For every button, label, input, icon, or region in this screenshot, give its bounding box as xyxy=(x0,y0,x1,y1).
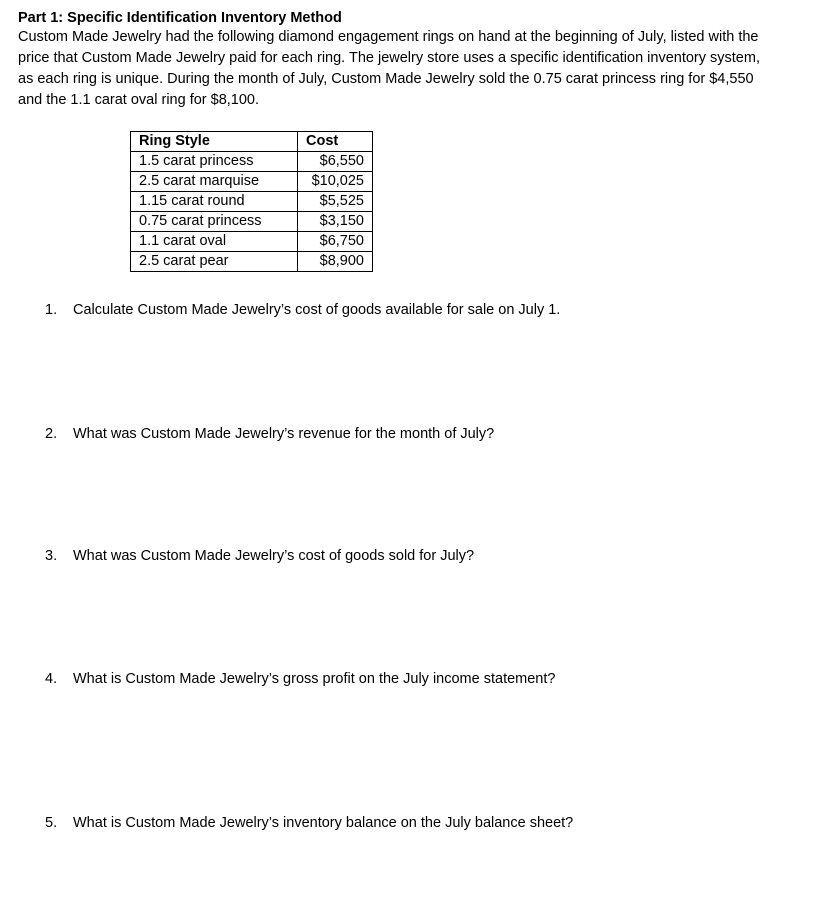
ring-style-cell: 2.5 carat pear xyxy=(131,252,298,272)
table-header-row xyxy=(131,132,373,152)
ring-style-cell: 2.5 carat marquise xyxy=(131,172,298,192)
cost-cell: $3,150 xyxy=(298,212,373,232)
intro-paragraph xyxy=(18,27,818,111)
question-text: Calculate Custom Made Jewelry’s cost of goods available for sale on July 1. xyxy=(73,302,561,318)
ring-cost-table xyxy=(130,131,373,272)
question-number: 4. xyxy=(45,671,58,687)
section-heading: Part 1: Specific Identification Inventory Method xyxy=(18,10,342,26)
question-number: 1. xyxy=(45,302,58,318)
question-5 xyxy=(45,813,573,833)
intro-line: Custom Made Jewelry had the following diamond engagement rings on hand at the beginning of July, listed with the xyxy=(18,29,759,45)
table-row xyxy=(131,232,373,252)
question-text: What was Custom Made Jewelry’s cost of goods sold for July? xyxy=(73,548,475,564)
ring-style-cell: 0.75 carat princess xyxy=(131,212,298,232)
intro-line: price that Custom Made Jewelry paid for each ring. The jewelry store uses a specific identification inventory system, xyxy=(18,50,760,66)
table-row xyxy=(131,152,373,172)
table-row xyxy=(131,192,373,212)
question-3 xyxy=(45,546,474,566)
cost-cell: $10,025 xyxy=(298,172,373,192)
question-4 xyxy=(45,669,555,689)
question-text: What is Custom Made Jewelry’s inventory balance on the July balance sheet? xyxy=(73,815,574,831)
ring-style-cell: 1.5 carat princess xyxy=(131,152,298,172)
question-number: 2. xyxy=(45,426,58,442)
cost-cell: $6,550 xyxy=(298,152,373,172)
cost-cell: $6,750 xyxy=(298,232,373,252)
table-row xyxy=(131,212,373,232)
question-number: 5. xyxy=(45,815,58,831)
question-text: What is Custom Made Jewelry’s gross profit on the July income statement? xyxy=(73,671,556,687)
header-ring-style: Ring Style xyxy=(131,132,298,152)
table-row xyxy=(131,172,373,192)
ring-style-cell: 1.15 carat round xyxy=(131,192,298,212)
intro-line: and the 1.1 carat oval ring for $8,100. xyxy=(18,92,260,108)
question-text: What was Custom Made Jewelry’s revenue for the month of July? xyxy=(73,426,495,442)
question-number: 3. xyxy=(45,548,58,564)
intro-line: as each ring is unique. During the month of July, Custom Made Jewelry sold the 0.75 carat princess ring for $4,550 xyxy=(18,71,754,87)
table-row xyxy=(131,252,373,272)
cost-cell: $5,525 xyxy=(298,192,373,212)
question-1 xyxy=(45,300,560,320)
question-2 xyxy=(45,424,494,444)
header-cost: Cost xyxy=(298,132,373,152)
ring-style-cell: 1.1 carat oval xyxy=(131,232,298,252)
cost-cell: $8,900 xyxy=(298,252,373,272)
